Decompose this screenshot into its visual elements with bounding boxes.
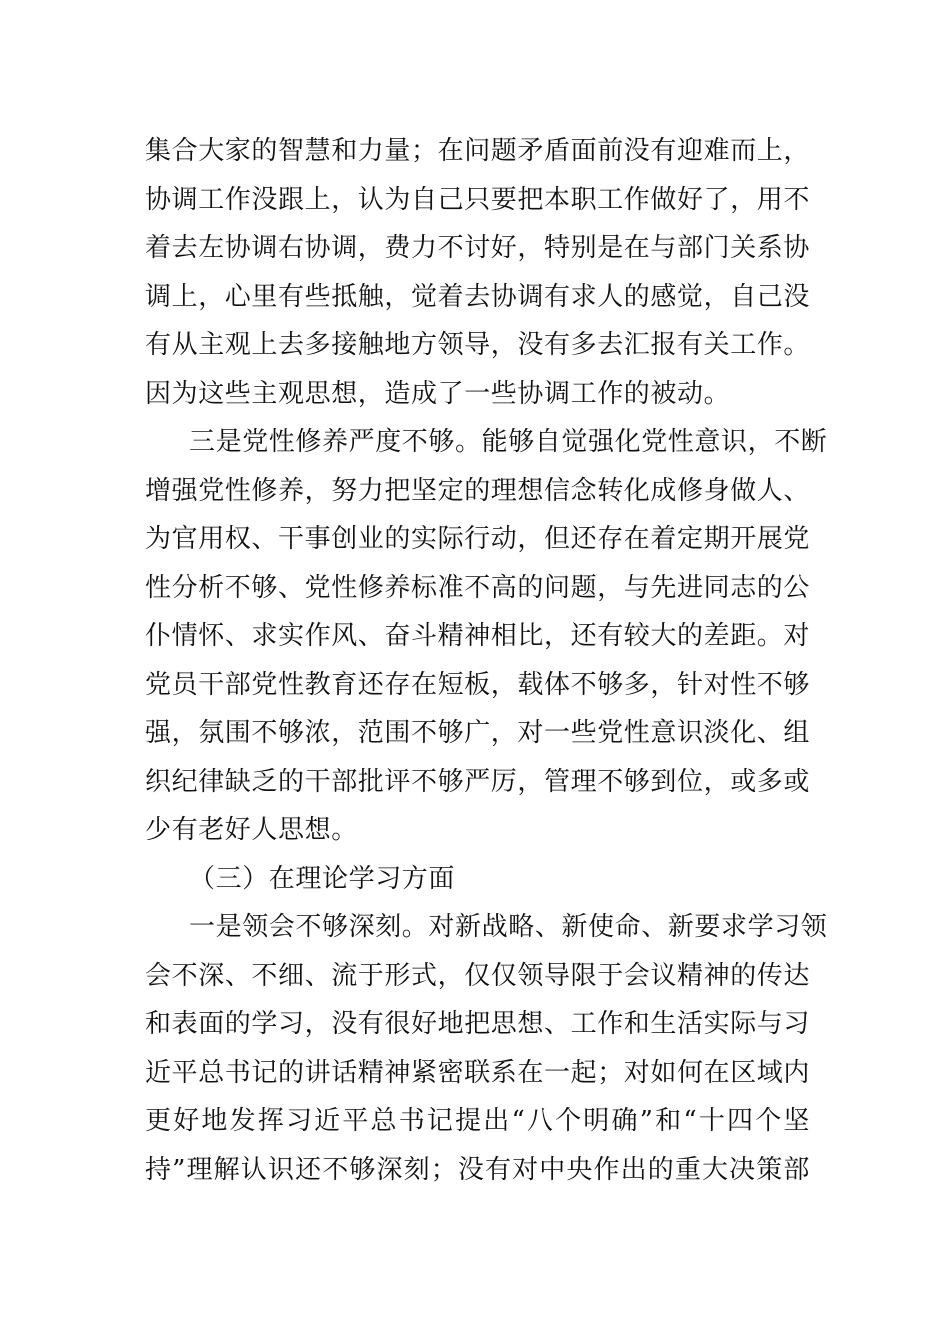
paragraph-start-line: 三是党性修养严度不够。能够自觉强化党性意识，不断 [189,427,828,457]
text-line: 党员干部党性教育还存在短板，载体不够多，针对性不够 [145,669,811,700]
text-line: 集合大家的智慧和力量；在问题矛盾面前没有迎难而上， [145,136,811,166]
text-line: 协调工作没跟上，认为自己只要把本职工作做好了，用不 [145,184,811,215]
paragraph-start-line: 一是领会不够深刻。对新战略、新使命、新要求学习领 [189,912,828,942]
body-text [145,127,828,1194]
text-line: 仆情怀、求实作风、奋斗精神相比，还有较大的差距。对 [145,621,811,651]
text-line: 性分析不够、党性修养标准不高的问题，与先进同志的公 [145,572,811,603]
text-line: 织纪律缺乏的干部批评不够严厉，管理不够到位，或多或 [145,766,811,797]
text-line: 调上，心里有些抵触，觉着去协调有求人的感觉，自己没 [145,281,811,312]
text-line: 少有老好人思想。 [145,815,358,845]
text-line: 因为这些主观思想，造成了一些协调工作的被动。 [145,378,731,409]
text-line: 更好地发挥习近平总书记提出“八个明确”和“十四个坚 [145,1106,810,1136]
text-line: 增强党性修养，努力把坚定的理想信念转化成修身做人、 [145,475,811,506]
text-line: 持”理解认识还不够深刻；没有对中央作出的重大决策部 [145,1154,810,1185]
text-line: 和表面的学习，没有很好地把思想、工作和生活实际与习 [145,1009,811,1039]
text-line: 近平总书记的讲话精神紧密联系在一起；对如何在区域内 [145,1057,811,1088]
text-line: 有从主观上去多接触地方领导，没有多去汇报有关工作。 [145,330,811,360]
text-line: 为官用权、干事创业的实际行动，但还存在着定期开展党 [145,524,811,554]
text-line: 着去左协调右协调，费力不讨好，特别是在与部门关系协 [145,233,811,263]
text-line: 会不深、不细、流于形式，仅仅领导限于会议精神的传达 [145,960,811,991]
text-line: 强，氛围不够浓，范围不够广，对一些党性意识淡化、组 [145,718,811,748]
section-heading: （三）在理论学习方面 [189,863,456,894]
